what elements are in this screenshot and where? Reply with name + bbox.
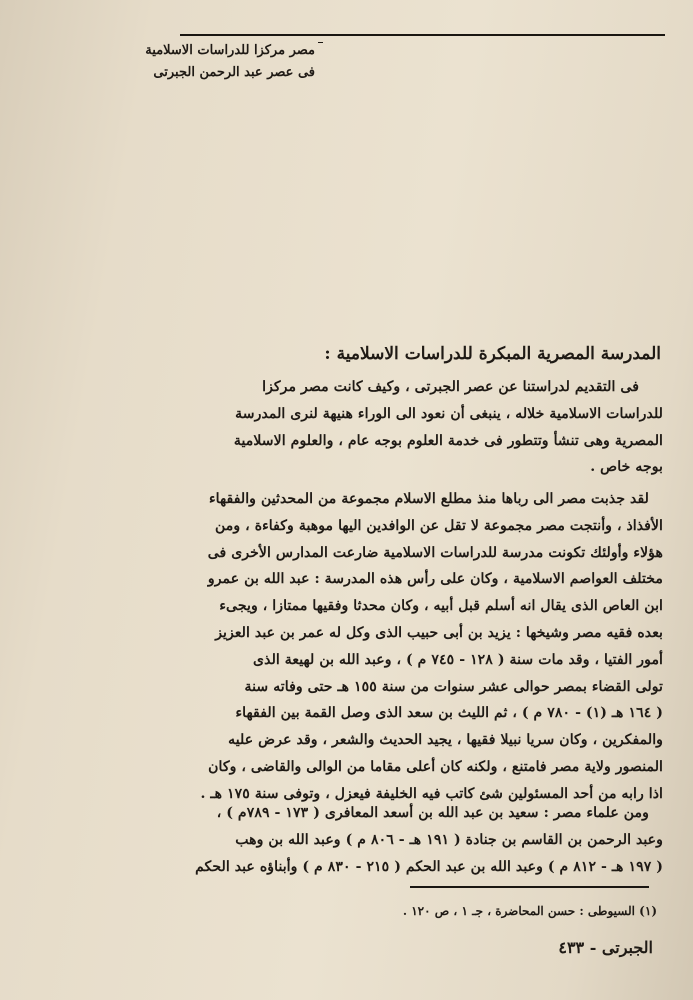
footnote: (١) السيوطى : حسن المحاضرة ، جـ ١ ، ص ١٢٠ . <box>402 904 657 918</box>
header-line-2: فى عصر عبد الرحمن الجبرتى <box>153 65 315 80</box>
footnote-rule <box>410 886 649 888</box>
page-number: الجبرتى - ٤٣٣ <box>558 938 653 957</box>
paragraph-1 <box>36 374 663 481</box>
header-rule-short <box>318 42 323 43</box>
text-line: ( ١٩٧ هـ - ٨١٢ م ) وعبد الله بن عبد الحكم ( ٢١٥ - ٨٣٠ م ) وأبناؤه عبد الحكم <box>195 858 663 875</box>
header-rule <box>180 34 665 36</box>
text-line: ومن علماء مصر : سعيد بن عبد الله بن أسعد المعافرى ( ١٧٣ - ٧٨٩م ) ، <box>216 805 649 821</box>
text-line: تولى القضاء بمصر حوالى عشر سنوات من سنة ١٥٥ هـ حتى وفاته سنة <box>244 678 663 695</box>
text-line: المصرية وهى تنشأ وتتطور فى خدمة العلوم بوجه عام ، والعلوم الاسلامية <box>233 432 663 449</box>
text-line: بوجه خاص . <box>590 459 663 476</box>
text-line: ( ١٦٤ هـ (١) - ٧٨٠ م ) ، ثم الليث بن سعد الذى وصل القمة بين الفقهاء <box>235 705 663 722</box>
text-line: اذا رابه من أحد المسئولين شئ كاتب فيه الخليفة فيعزل ، وتوفى سنة ١٧٥ هـ . <box>200 785 663 802</box>
text-line: الأفذاذ ، وأنتجت مصر مجموعة لا تقل عن الوافدين اليها موهبة وكفاءة ، ومن <box>214 517 663 534</box>
running-header <box>105 40 315 84</box>
text-line: والمفكرين ، وكان سريا نبيلا فقيها ، يجيد الحديث والشعر ، وقد عرض عليه <box>228 732 663 749</box>
text-line: بعده فقيه مصر وشيخها : يزيد بن أبى حبيب الذى وكل له عمر بن عبد العزيز <box>215 624 663 641</box>
text-line: هؤلاء وأولئك تكونت مدرسة للدراسات الاسلامية ضارعت المدارس الأخرى فى <box>207 544 663 561</box>
text-line: مختلف العواصم الاسلامية ، وكان على رأس هذه المدرسة : عبد الله بن عمرو <box>207 571 663 588</box>
text-line: أمور الفتيا ، وقد مات سنة ( ١٢٨ - ٧٤٥ م ) ، وعبد الله بن لهيعة الذى <box>253 651 663 668</box>
text-line: لقد جذبت مصر الى رباها منذ مطلع الاسلام مجموعة من المحدثين والفقهاء <box>209 491 649 507</box>
text-line: ابن العاص الذى يقال انه أسلم قبل أبيه ، وكان محدثا وفقيها ممتازا ، ويجىء <box>219 598 663 615</box>
text-line: وعبد الرحمن بن القاسم بن جنادة ( ١٩١ هـ - ٨٠٦ م ) وعبد الله بن وهب <box>235 831 663 848</box>
text-line: للدراسات الاسلامية خلاله ، ينبغى أن نعود الى الوراء هنيهة لنرى المدرسة <box>235 405 663 422</box>
text-line: المنصور ولاية مصر فامتنع ، ولكنه كان أعلى مقاما من الوالى والقاضى ، وكان <box>208 758 663 775</box>
paragraph-2 <box>36 486 663 808</box>
section-title: المدرسة المصرية المبكرة للدراسات الاسلامية : <box>324 344 661 364</box>
text-line: فى التقديم لدراستنا عن عصر الجبرتى ، وكيف كانت مصر مركزا <box>262 379 639 395</box>
header-line-1: مصر مركزا للدراسات الاسلامية <box>145 43 315 58</box>
paragraph-3 <box>36 800 663 880</box>
